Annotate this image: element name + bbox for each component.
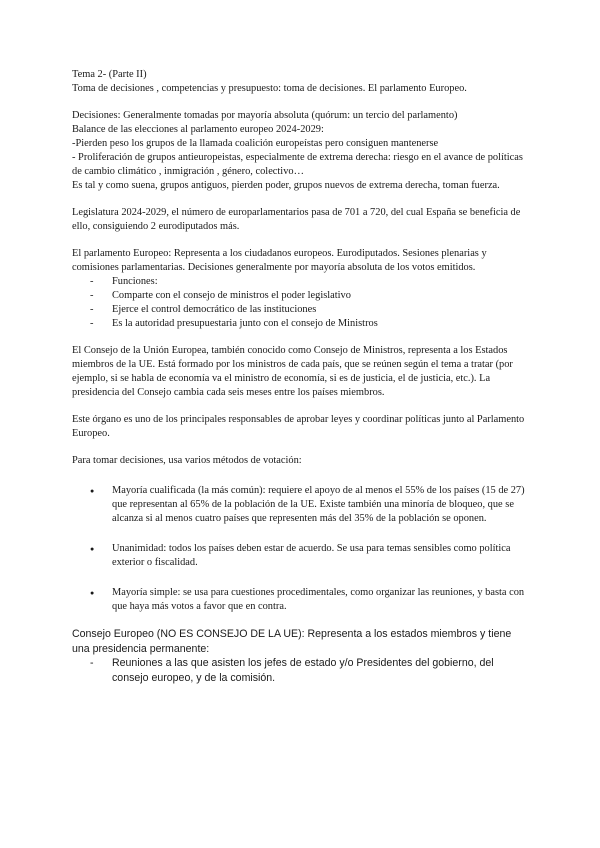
consejo-europeo-section [72,627,528,685]
doc-subtitle: Toma de decisiones , competencias y presupuesto: toma de decisiones. El parlamento Europeo. [72,83,467,94]
document-page [72,68,528,685]
consejo-europeo-paragraph: Consejo Europeo (NO ES CONSEJO DE LA UE): Representa a los estados miembros y tiene una presidencia permanente: [72,628,512,655]
list-item: - Reuniones a las que asisten los jefes de estado y/o Presidentes del gobierno, del consejo europeo, y de la comisión. [90,656,528,685]
consejo-ue-paragraph: El Consejo de la Unión Europea, también conocido como Consejo de Ministros, representa a los Estados miembros de la UE. Está formado por los ministros de cada país, que se reúnen según el tema a tratar (por ejemplo, si se habla de economía va el ministro de economía, si es de justicia, el de justicia, etc.). La presidencia del Consejo cambia cada seis meses entre los países miembros. [72,345,513,398]
balance-point-1: -Pierden peso los grupos de la llamada coalición europeístas pero consiguen mantenerse [72,138,439,149]
list-item: - Ejerce el control democrático de las instituciones [90,303,528,317]
list-item: ● Mayoría simple: se usa para cuestiones procedimentales, como organizar las reuniones, y basta con que haya más votos a favor que en contra. [90,586,528,614]
balance-summary: Es tal y como suena, grupos antiguos, pierden poder, grupos nuevos de extrema derecha, toman fuerza. [72,180,500,191]
list-item: - Comparte con el consejo de ministros el poder legislativo [90,289,528,303]
balance-heading: Balance de las elecciones al parlamento europeo 2024-2029: [72,124,324,135]
balance-point-2: - Proliferación de grupos antieuropeistas, especialmente de extrema derecha: riesgo en el avance de políticas de cambio climático , inmigración , género, colectivo… [72,152,523,177]
votacion-intro: Para tomar decisiones, usa varios métodos de votación: [72,455,302,466]
list-item: ● Unanimidad: todos los países deben estar de acuerdo. Se usa para temas sensibles como política exterior o fiscalidad. [90,542,528,570]
doc-title: Tema 2- (Parte II) [72,69,147,80]
parlamento-paragraph: El parlamento Europeo: Representa a los ciudadanos europeos. Eurodiputados. Sesiones plenarias y comisiones parlamentarias. Decisiones generalmente por mayoría absoluta de los votos emitidos. [72,248,487,273]
list-item: - Funciones: [90,275,528,289]
decisiones-line: Decisiones: Generalmente tomadas por mayoría absoluta (quórum: un tercio del parlamento) [72,110,458,121]
votacion-list [72,542,528,570]
votacion-list [72,484,528,526]
votacion-list [72,586,528,614]
list-item: ● Mayoría cualificada (la más común): requiere el apoyo de al menos el 55% de los países (15 de 27) que representan al 65% de la población de la UE. Existe también una minoría de bloqueo, que se alcanza si al menos cuatro países que representen más del 35% de la población se oponen. [90,484,528,526]
legislatura-paragraph: Legislatura 2024-2029, el número de europarlamentarios pasa de 701 a 720, del cual España se beneficia de ello, consiguiendo 2 eurodiputados más. [72,207,521,232]
list-item: - Es la autoridad presupuestaria junto con el consejo de Ministros [90,317,528,331]
organo-paragraph: Este órgano es uno de los principales responsables de aprobar leyes y coordinar políticas junto al Parlamento Europeo. [72,414,525,439]
consejo-europeo-list [72,656,528,685]
parlamento-list [72,275,528,331]
